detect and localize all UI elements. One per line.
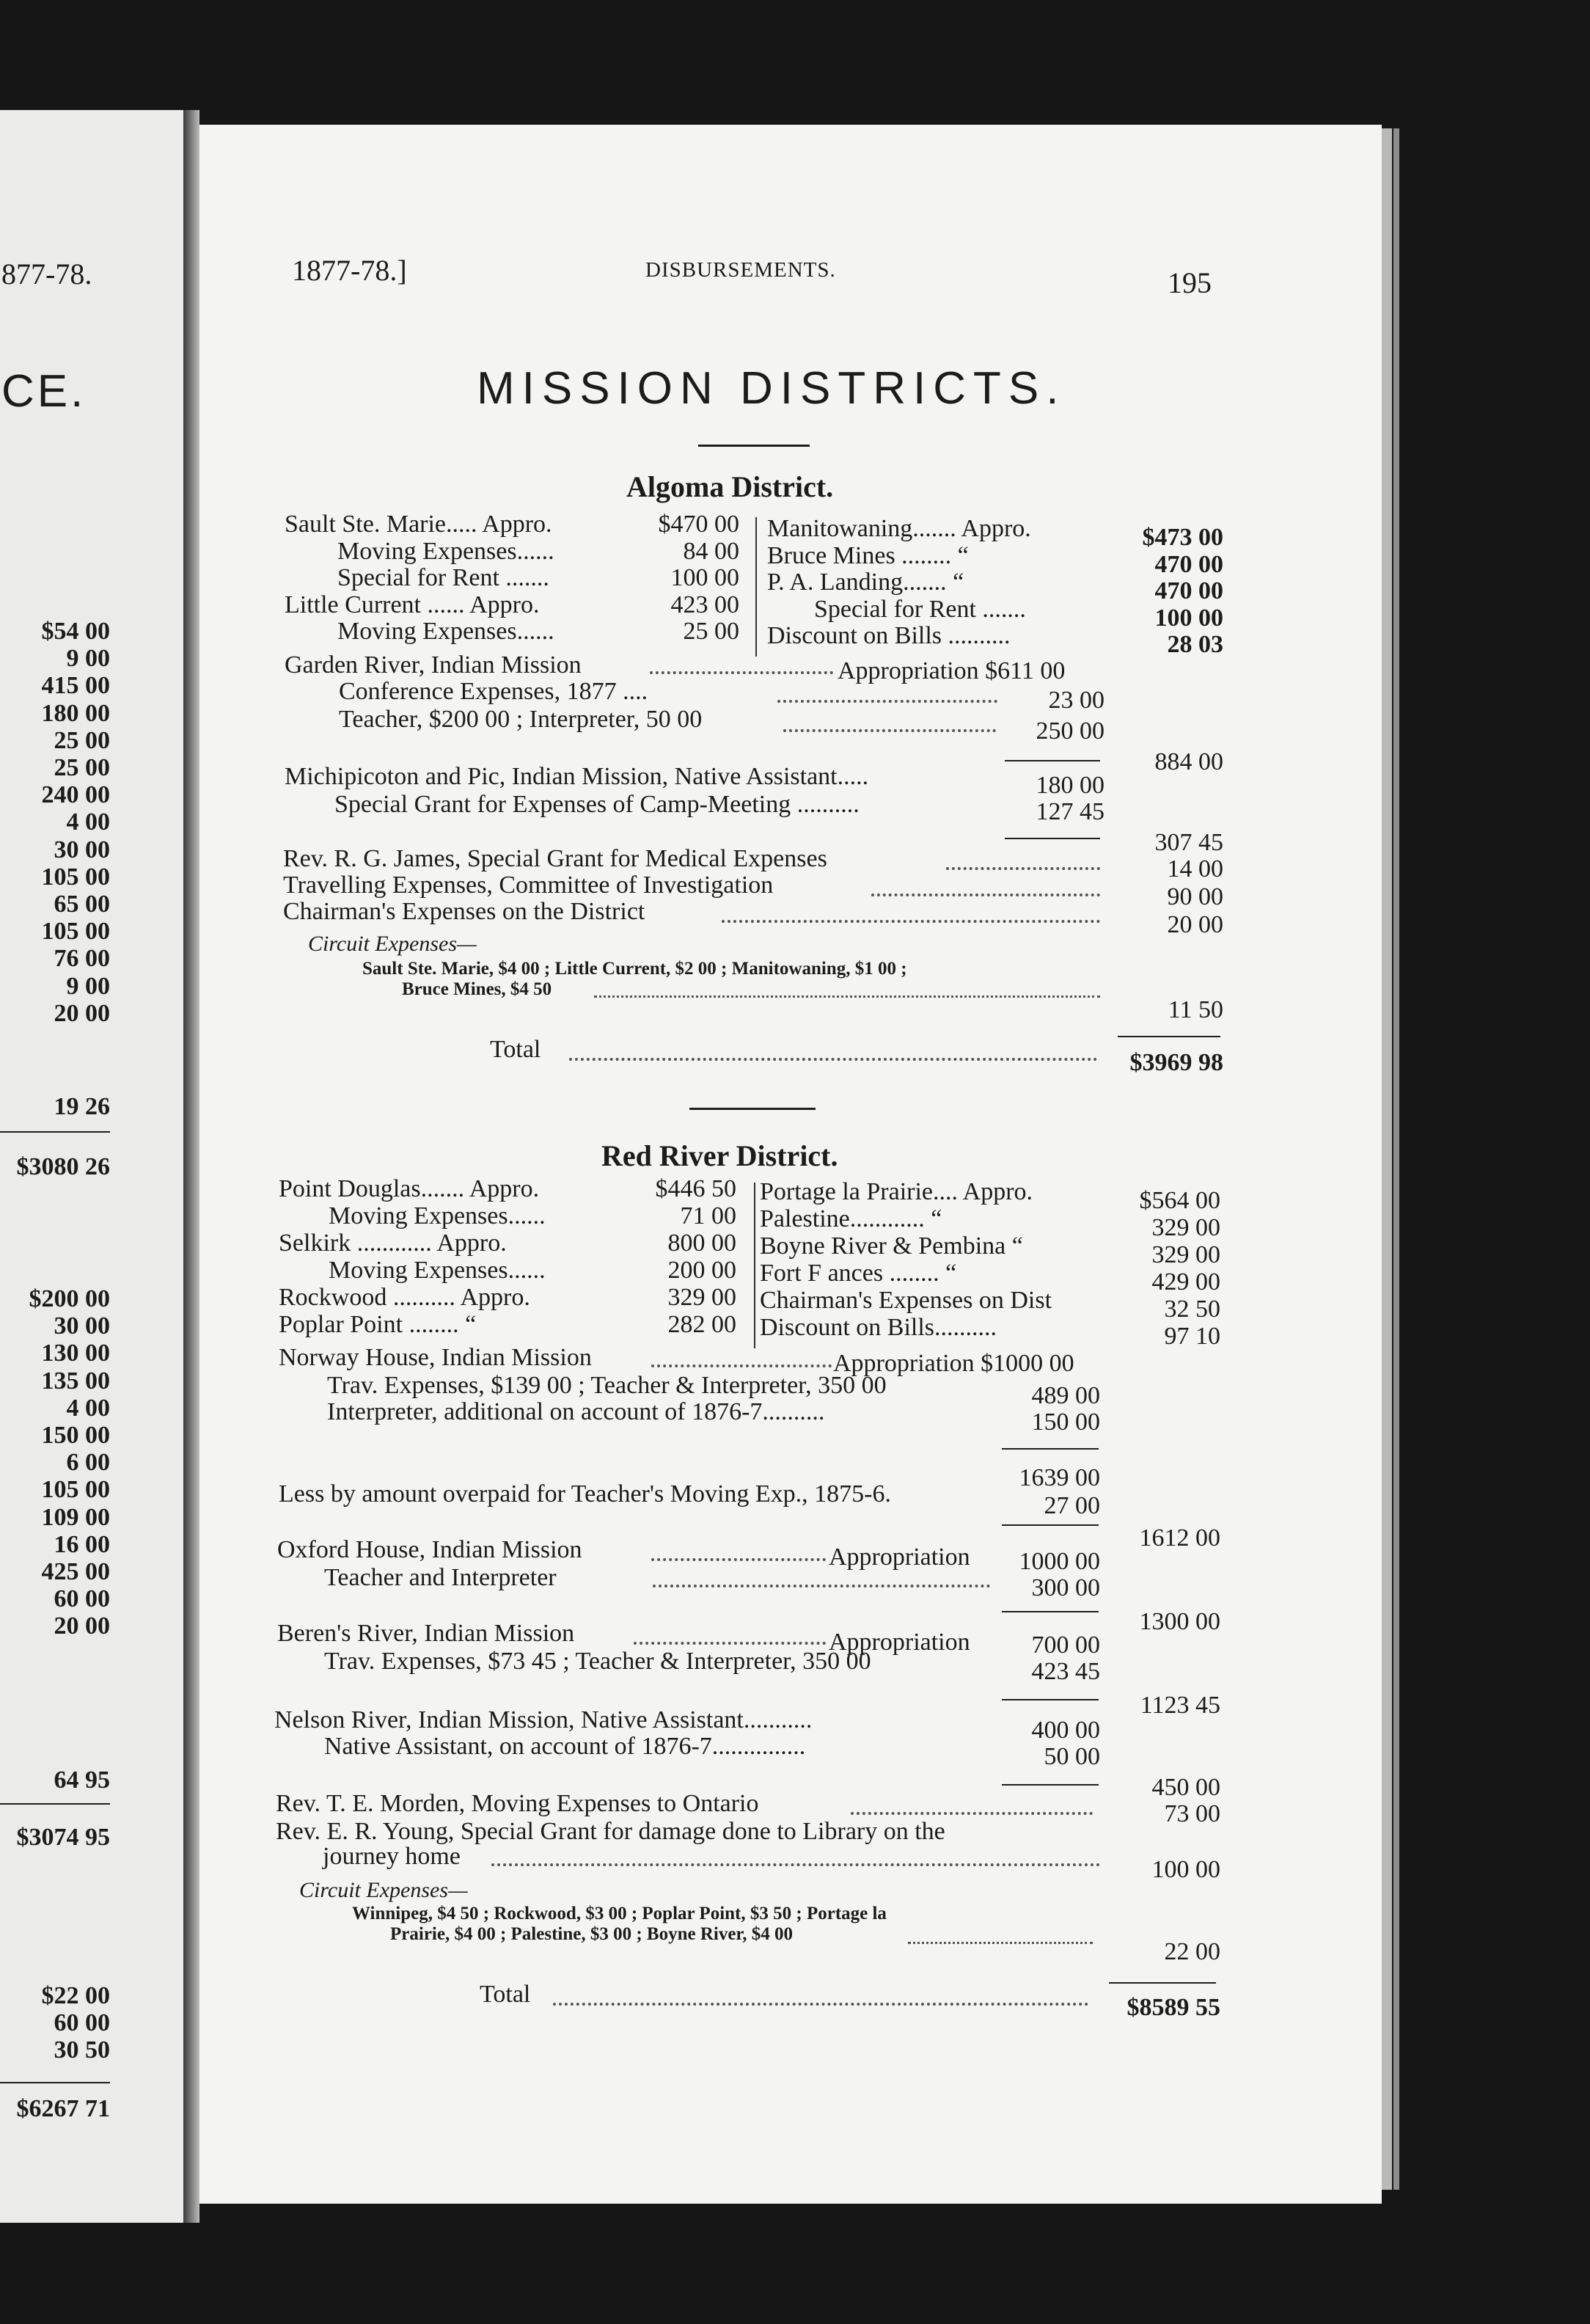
facing-amount: 25 00 [54,754,110,781]
appropriation-label: Rockwood .......... Appro. [279,1284,530,1311]
district-heading-red-river: Red River District. [601,1139,838,1172]
appropriation-label: Little Current ...... Appro. [285,591,540,618]
leader-dots [491,1863,1100,1866]
michipicoton-amount: 180 00 [1036,772,1104,799]
page-number: 195 [1168,266,1212,299]
facing-amount: 6 00 [66,1449,110,1477]
leader-dots [777,700,997,703]
berens-river-total: 1123 45 [1140,1692,1220,1719]
facing-amount: 30 00 [54,1312,110,1340]
nelson-account-amount: 50 00 [1044,1743,1100,1770]
appropriation-label: Portage la Prairie.... Appro. [760,1178,1033,1205]
appropriation-label: Bruce Mines ........ “ [767,541,969,569]
leader-dots [722,920,1100,923]
appropriation-amount: 282 00 [667,1311,736,1338]
leader-dots [851,1812,1093,1815]
appropriation-amount: 97 10 [1164,1323,1220,1350]
column-divider [755,517,757,657]
appropriation-label: P. A. Landing....... “ [767,569,964,596]
young-grant-amount: 100 00 [1151,1856,1220,1883]
rule [1118,1036,1220,1037]
facing-amount: 425 00 [41,1558,110,1585]
appropriation-amount: 800 00 [667,1229,736,1257]
facing-amount: 25 00 [54,726,110,754]
book-gutter [183,110,199,2223]
chairmans-expenses-label: Chairman's Expenses on the District [283,898,645,925]
berens-river-label: Beren's River, Indian Mission [277,1620,575,1647]
appropriation-amount: 429 00 [1151,1268,1220,1296]
rule [1002,1448,1099,1450]
rule [1002,1699,1099,1700]
appropriation-label: Manitowaning....... Appro. [767,515,1031,542]
appropriation-label: Moving Expenses...... [329,1257,546,1284]
circuit-expenses-line: Winnipeg, $4 50 ; Rockwood, $3 00 ; Poplar Point, $3 50 ; Portage la [352,1904,887,1923]
appropriation-amount: 470 00 [1154,577,1223,605]
conference-expenses-amount: 23 00 [1048,687,1104,714]
leader-dots [946,867,1100,870]
facing-amount: $200 00 [29,1285,110,1312]
facing-total: $3074 95 [16,1824,110,1851]
leader-dots [871,894,1100,896]
facing-amount: 76 00 [54,945,110,973]
nelson-river-label: Nelson River, Indian Mission, Native Assistant........... [274,1706,813,1733]
algoma-total-label: Total [490,1036,541,1063]
leader-dots [634,1642,826,1645]
rule [1109,1982,1216,1984]
circuit-expenses-line: Sault Ste. Marie, $4 00 ; Little Current, $2 00 ; Manitowaning, $1 00 ; [362,959,907,979]
leader-dots [569,1058,1097,1061]
circuit-expenses-amount: 22 00 [1164,1938,1220,1965]
title-rule [698,445,810,447]
oxford-teacher-label: Teacher and Interpreter [324,1564,557,1591]
appropriation-amount: $473 00 [1142,524,1223,551]
circuit-expenses-amount: 11 50 [1168,996,1223,1023]
nelson-account-label: Native Assistant, on account of 1876-7............... [324,1733,806,1760]
young-grant-label: Rev. E. R. Young, Special Grant for damage done to Library on the [276,1818,945,1845]
facing-amount: 105 00 [41,863,110,891]
facing-amount: 65 00 [54,891,110,918]
facing-amount: 105 00 [41,1476,110,1504]
facing-amount: 135 00 [41,1367,110,1395]
garden-river-label: Garden River, Indian Mission [285,651,582,679]
morden-label: Rev. T. E. Morden, Moving Expenses to Ontario [276,1790,759,1817]
young-grant-label-continued: journey home [323,1843,461,1870]
norway-house-label: Norway House, Indian Mission [279,1344,592,1371]
appropriation-label: Fort F ances ........ “ [760,1260,957,1287]
oxford-appropriation-amount: 1000 00 [1019,1548,1100,1575]
appropriation-amount: 84 00 [683,537,739,565]
norway-house-appropriation: Appropriation $1000 00 [833,1350,1074,1377]
facing-amount: 60 00 [54,1585,110,1613]
appropriation-amount: 200 00 [667,1257,736,1284]
appropriation-label: Point Douglas....... Appro. [279,1175,540,1202]
appropriation-label: Palestine............ “ [760,1205,942,1232]
interpreter-additional-label: Interpreter, additional on account of 1876-7.......... [327,1398,825,1425]
appropriation-label: Moving Expenses...... [329,1202,546,1229]
leader-dots [651,1364,832,1367]
page-year: 1877-78.] [292,254,407,287]
less-overpaid-label: Less by amount overpaid for Teacher's Moving Exp., 1875-6. [279,1480,891,1508]
appropriation-amount: 100 00 [670,564,739,592]
chairmans-expenses-amount: 20 00 [1167,911,1223,938]
page-edge [1382,128,1392,2190]
appropriation-amount: 28 03 [1167,631,1223,659]
red-river-total-label: Total [480,1981,531,2008]
appropriation-label: Discount on Bills.......... [760,1314,997,1341]
facing-page-heading: CE. [1,366,87,417]
less-overpaid-amount: 27 00 [1044,1492,1100,1519]
appropriation-amount: 71 00 [680,1202,736,1229]
circuit-expenses-line: Prairie, $4 00 ; Palestine, $3 00 ; Boyne River, $4 00 [390,1924,793,1944]
appropriation-label: Boyne River & Pembina “ [760,1232,1023,1260]
norway-trav-label: Trav. Expenses, $139 00 ; Teacher & Interpreter, 350 00 [327,1372,887,1399]
nelson-river-amount: 400 00 [1031,1717,1100,1744]
rule [1005,760,1100,761]
appropriation-amount: 32 50 [1164,1296,1220,1323]
facing-amount: $54 00 [41,618,110,645]
leader-dots [650,671,833,674]
appropriation-amount: 423 00 [670,591,739,618]
appropriation-label: Special for Rent ....... [337,564,549,592]
appropriation-amount: $564 00 [1139,1187,1220,1214]
appropriation-label: Selkirk ............ Appro. [279,1229,507,1257]
appropriation-label: Special for Rent ....... [814,595,1026,623]
leader-dots [653,1585,990,1587]
facing-amount: 30 50 [54,2036,110,2064]
teacher-label: Teacher, $200 00 ; Interpreter, 50 00 [339,706,703,733]
rule [0,2082,110,2083]
michipicoton-label: Michipicoton and Pic, Indian Mission, Native Assistant..... [285,763,869,790]
appropriation-amount: 470 00 [1154,550,1223,578]
facing-amount: 9 00 [66,645,110,673]
appropriation-amount: 100 00 [1154,604,1223,632]
nelson-river-total: 450 00 [1151,1774,1220,1801]
appropriation-label: Sault Ste. Marie..... Appro. [285,511,552,538]
appropriation-amount: 329 00 [667,1284,736,1311]
facing-amount: 20 00 [54,999,110,1027]
facing-amount: 130 00 [41,1340,110,1367]
travelling-expenses-label: Travelling Expenses, Committee of Investigation [283,872,774,899]
rule [1005,838,1100,839]
facing-amount: 150 00 [41,1422,110,1449]
interpreter-additional-amount: 150 00 [1031,1408,1100,1436]
facing-amount: 4 00 [66,1394,110,1422]
camp-meeting-label: Special Grant for Expenses of Camp-Meeting .......... [334,791,860,818]
facing-total: $3080 26 [16,1153,110,1180]
facing-amount: 109 00 [41,1503,110,1531]
berens-trav-amount: 423 45 [1031,1658,1100,1685]
running-head: DISBURSEMENTS. [645,258,836,282]
appropriation-amount: 329 00 [1151,1241,1220,1268]
facing-amount: 105 00 [41,918,110,946]
facing-amount: 9 00 [66,972,110,1000]
oxford-house-label: Oxford House, Indian Mission [277,1536,582,1563]
circuit-expenses-line: Bruce Mines, $4 50 [402,979,552,999]
page-edge [1393,128,1399,2190]
rule [1002,1524,1099,1526]
garden-river-total: 884 00 [1154,748,1223,775]
leader-dots [651,1558,826,1561]
column-divider [754,1183,755,1348]
appropriation-amount: 25 00 [683,618,739,646]
james-grant-amount: 14 00 [1167,855,1223,883]
facing-amount: 4 00 [66,808,110,836]
norway-house-sum: 1639 00 [1019,1464,1100,1491]
travelling-expenses-amount: 90 00 [1167,883,1223,910]
facing-amount: $22 00 [41,1982,110,2009]
james-grant-label: Rev. R. G. James, Special Grant for Medical Expenses [283,845,827,872]
appropriation-label: Poplar Point ........ “ [279,1311,477,1338]
morden-amount: 73 00 [1164,1800,1220,1827]
rule [1002,1784,1099,1786]
camp-meeting-amount: 127 45 [1036,798,1104,825]
facing-page [0,110,183,2223]
rule [1002,1611,1099,1612]
teacher-amount: 250 00 [1036,717,1104,745]
facing-amount: 240 00 [41,781,110,809]
norway-house-total: 1612 00 [1139,1524,1220,1552]
berens-appropriation-amount: 700 00 [1031,1631,1100,1659]
rule [0,1803,110,1805]
circuit-expenses-heading: Circuit Expenses— [308,932,477,956]
oxford-appropriation-label: Appropriation [829,1543,970,1571]
berens-trav-label: Trav. Expenses, $73 45 ; Teacher & Interpreter, 350 00 [324,1648,871,1675]
district-heading-algoma: Algoma District. [626,470,834,503]
appropriation-label: Moving Expenses...... [337,618,554,646]
facing-amount: 180 00 [41,699,110,727]
appropriation-amount: 329 00 [1151,1214,1220,1241]
circuit-expenses-heading: Circuit Expenses— [299,1878,468,1902]
facing-amount: 415 00 [41,672,110,700]
facing-subtotal: 19 26 [54,1093,110,1120]
berens-appropriation-label: Appropriation [829,1629,970,1656]
leader-dots [908,1941,1093,1944]
page-title: MISSION DISTRICTS. [477,363,1066,414]
section-rule [689,1108,816,1110]
algoma-total: $3969 98 [1129,1049,1223,1076]
leader-dots [553,2003,1088,2006]
leader-dots [594,995,1100,998]
appropriation-label: Chairman's Expenses on Dist [760,1287,1052,1314]
facing-amount: 16 00 [54,1530,110,1558]
oxford-house-total: 1300 00 [1139,1608,1220,1635]
conference-expenses-label: Conference Expenses, 1877 .... [339,678,648,705]
leader-dots [783,729,996,732]
garden-river-appropriation: Appropriation $611 00 [838,657,1066,684]
facing-subtotal: 64 95 [54,1766,110,1794]
facing-amount: 20 00 [54,1612,110,1640]
facing-total: $6267 71 [16,2095,110,2122]
facing-page-header: 877-78. [1,257,92,290]
oxford-teacher-amount: 300 00 [1031,1574,1100,1601]
michipicoton-total: 307 45 [1154,829,1223,856]
appropriation-label: Discount on Bills .......... [767,622,1011,650]
facing-amount: 60 00 [54,2009,110,2036]
red-river-total: $8589 55 [1126,1994,1220,2021]
appropriation-amount: $470 00 [658,511,739,538]
facing-amount: 30 00 [54,836,110,863]
appropriation-label: Moving Expenses...... [337,537,554,565]
appropriation-amount: $446 50 [655,1175,736,1202]
norway-trav-amount: 489 00 [1031,1382,1100,1409]
rule [0,1131,110,1133]
